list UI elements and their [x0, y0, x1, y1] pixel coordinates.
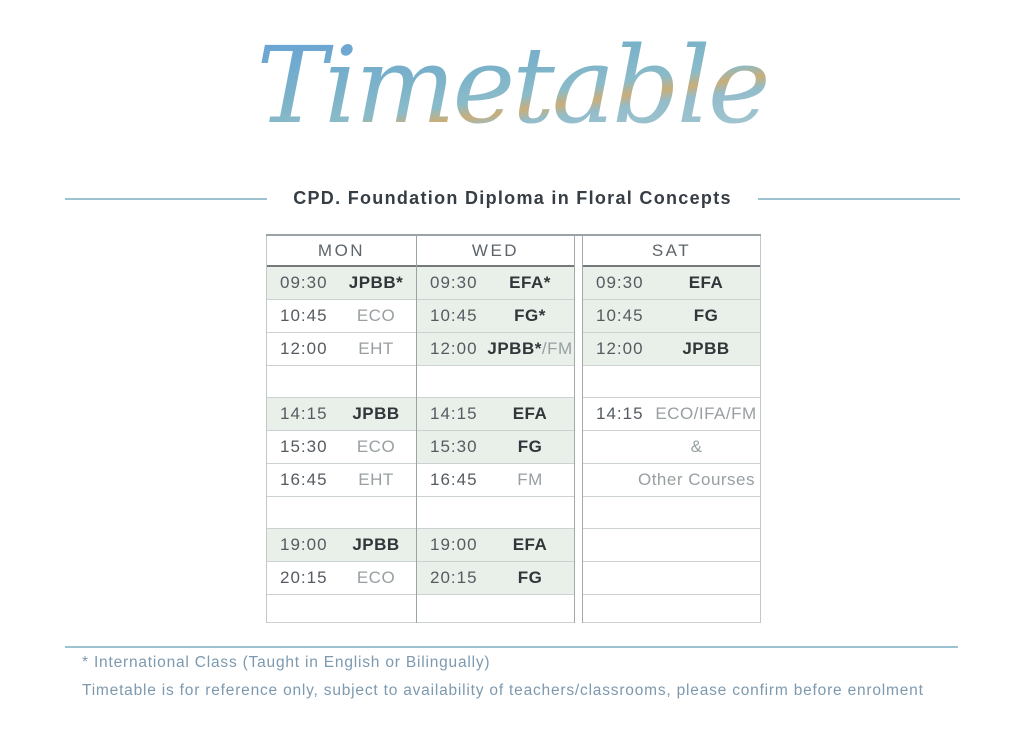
cell-course-code: FG* — [514, 306, 546, 325]
timetable-cell — [267, 300, 416, 333]
cell-course-code: EFA — [512, 404, 548, 423]
spacer-cell — [417, 595, 574, 623]
timetable-cell — [267, 333, 416, 366]
timetable-cell — [583, 333, 760, 366]
cell-time: 12:00 — [430, 339, 478, 358]
timetable-cell — [417, 398, 574, 431]
subtitle-right-rule — [758, 198, 960, 200]
cell-course-code: FG — [693, 306, 719, 325]
cell-course-code: FG — [517, 568, 543, 587]
cell-time: 15:30 — [430, 437, 478, 456]
column-wed — [416, 236, 574, 623]
page-title: Timetable — [0, 14, 1024, 157]
cell-course-code: & — [690, 437, 703, 456]
timetable-table — [266, 234, 761, 623]
timetable-cell — [583, 562, 760, 595]
cell-course-code: Other Courses — [637, 470, 756, 489]
cell-time: 14:15 — [430, 404, 478, 423]
timetable-cell — [417, 464, 574, 497]
timetable-cell — [583, 529, 760, 562]
cell-time: 20:15 — [280, 568, 328, 587]
timetable-cell — [267, 529, 416, 562]
cell-course-code: JPBB — [682, 339, 730, 358]
cell-time: 14:15 — [280, 404, 328, 423]
spacer-cell — [267, 595, 416, 623]
cell-time: 09:30 — [596, 273, 644, 292]
timetable-cell — [583, 464, 760, 497]
footnote-international-class: * International Class (Taught in English or Bilingually) — [82, 654, 491, 671]
cell-course-code: ECO — [356, 437, 396, 456]
wed-sat-double-divider — [574, 236, 583, 623]
column-header-sat: SAT — [583, 236, 760, 267]
spacer-cell — [583, 366, 760, 398]
cell-time: 12:00 — [596, 339, 644, 358]
timetable-cell — [583, 398, 760, 431]
cell-time: 12:00 — [280, 339, 328, 358]
column-sat — [583, 236, 761, 623]
timetable-cell — [583, 300, 760, 333]
timetable-cell — [417, 300, 574, 333]
cell-time: 09:30 — [430, 273, 478, 292]
cell-course-code: JPBB — [352, 404, 400, 423]
timetable-cell — [417, 333, 574, 366]
cell-course-code: FG — [517, 437, 543, 456]
cell-time: 10:45 — [280, 306, 328, 325]
column-header-wed: WED — [417, 236, 574, 267]
timetable-cell — [267, 464, 416, 497]
cell-course-code: EFA* — [509, 273, 551, 292]
spacer-cell — [417, 497, 574, 529]
cell-course-code: EHT — [358, 339, 394, 358]
timetable-cell — [267, 562, 416, 595]
cell-course-suffix: /FM — [541, 339, 573, 358]
timetable-cell — [583, 431, 760, 464]
cell-course-code: EFA — [688, 273, 724, 292]
column-header-mon: MON — [267, 236, 416, 267]
cell-course-code: ECO/IFA/FM — [655, 404, 757, 423]
cell-time: 10:45 — [596, 306, 644, 325]
cell-time: 20:15 — [430, 568, 478, 587]
course-subtitle: CPD. Foundation Diploma in Floral Concepts — [293, 188, 732, 208]
column-mon — [266, 236, 416, 623]
cell-time: 10:45 — [430, 306, 478, 325]
timetable-cell — [417, 431, 574, 464]
cell-course-code: JPBB — [352, 535, 400, 554]
cell-course-code: ECO — [356, 568, 396, 587]
timetable-cell — [267, 398, 416, 431]
footnote-reference-disclaimer: Timetable is for reference only, subject to availability of teachers/classrooms, please confirm before enrolment — [82, 682, 924, 699]
spacer-cell — [583, 497, 760, 529]
cell-course-code: JPBB* — [348, 273, 404, 292]
cell-time: 19:00 — [430, 535, 478, 554]
spacer-cell — [583, 595, 760, 623]
cell-time: 14:15 — [596, 404, 644, 423]
cell-time: 15:30 — [280, 437, 328, 456]
cell-course-code: JPBB*/FM — [487, 339, 573, 358]
cell-course-code: EHT — [358, 470, 394, 489]
subtitle-row — [65, 188, 960, 209]
spacer-cell — [267, 497, 416, 529]
cell-time: 16:45 — [430, 470, 478, 489]
footer-rule — [65, 646, 958, 648]
cell-time: 16:45 — [280, 470, 328, 489]
cell-time: 19:00 — [280, 535, 328, 554]
timetable-cell — [583, 267, 760, 300]
timetable-cell — [417, 267, 574, 300]
timetable-cell — [267, 431, 416, 464]
spacer-cell — [267, 366, 416, 398]
cell-course-code: EFA — [512, 535, 548, 554]
cell-time: 09:30 — [280, 273, 328, 292]
subtitle-left-rule — [65, 198, 267, 200]
cell-course-code: ECO — [356, 306, 396, 325]
timetable-cell — [267, 267, 416, 300]
timetable-cell — [417, 529, 574, 562]
timetable-cell — [417, 562, 574, 595]
spacer-cell — [417, 366, 574, 398]
cell-course-code: FM — [517, 470, 543, 489]
